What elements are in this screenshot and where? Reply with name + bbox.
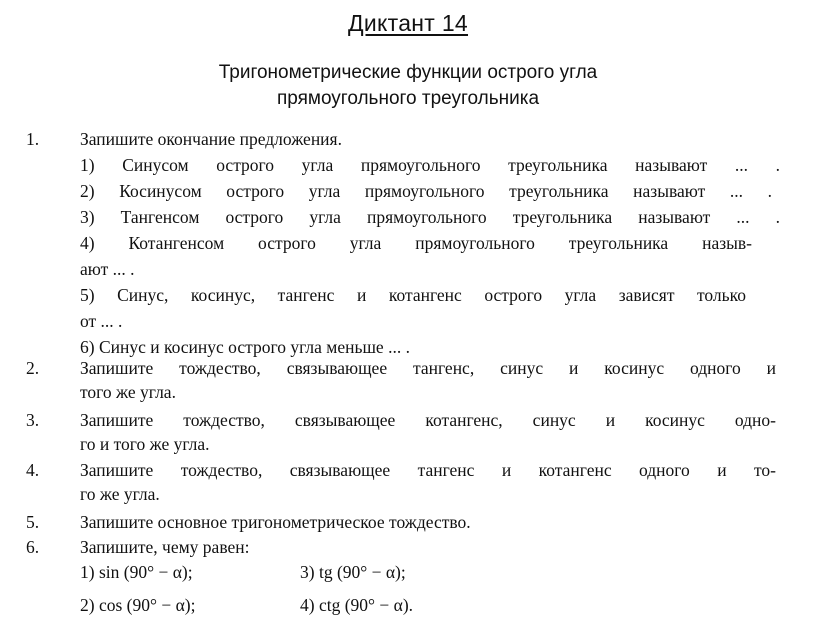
item-number-2: 2. bbox=[26, 358, 40, 378]
item-number-6: 6. bbox=[26, 537, 40, 557]
item-6-line-1: Запишите, чему равен: bbox=[80, 537, 250, 557]
formula-tg: 3) tg (90° − α); bbox=[300, 562, 406, 582]
item-3-line-2: го и того же угла. bbox=[80, 434, 210, 454]
formula-sin: 1) sin (90° − α); bbox=[80, 562, 193, 582]
item-3-line-1: Запишите тождество, связывающее котангенс, синус и косинус одно- bbox=[80, 410, 776, 430]
subtitle-line-2: прямоугольного треугольника bbox=[276, 88, 540, 109]
item-2-line-2: того же угла. bbox=[80, 382, 176, 402]
item-4-line-2: го же угла. bbox=[80, 484, 160, 504]
item-number-1: 1. bbox=[26, 129, 40, 149]
item-1-sub-4: 4) Котангенсом острого угла прямоугольного треугольника назыв- bbox=[80, 233, 752, 253]
item-1-sub-4-cont: ают ... . bbox=[80, 259, 135, 279]
page-title: Диктант 14 bbox=[347, 10, 469, 36]
subtitle-line-1: Тригонометрические функции острого угла bbox=[218, 62, 598, 83]
item-1-sub-2: 2) Косинусом острого угла прямоугольного треугольника называют ... . bbox=[80, 181, 772, 201]
item-1-sub-3: 3) Тангенсом острого угла прямоугольного треугольника называют ... . bbox=[80, 207, 780, 227]
formula-ctg: 4) ctg (90° − α). bbox=[300, 595, 414, 615]
item-1-sub-1: 1) Синусом острого угла прямоугольного треугольника называют ... . bbox=[80, 155, 780, 175]
item-1-sub-6: 6) Синус и косинус острого угла меньше ... . bbox=[80, 337, 410, 357]
formula-cos: 2) cos (90° − α); bbox=[80, 595, 196, 615]
item-number-5: 5. bbox=[26, 512, 40, 532]
item-1-lead: Запишите окончание предложения. bbox=[80, 129, 342, 149]
item-4-line-1: Запишите тождество, связывающее тангенс и котангенс одного и то- bbox=[80, 460, 776, 480]
item-1-sub-5: 5) Синус, косинус, тангенс и котангенс острого угла зависят только bbox=[80, 285, 746, 305]
item-number-4: 4. bbox=[26, 460, 40, 480]
item-1-sub-5-cont: от ... . bbox=[80, 311, 123, 331]
item-5-line-1: Запишите основное тригонометрическое тождество. bbox=[80, 512, 471, 532]
item-2-line-1: Запишите тождество, связывающее тангенс, синус и косинус одного и bbox=[80, 358, 776, 378]
item-number-3: 3. bbox=[26, 410, 40, 430]
